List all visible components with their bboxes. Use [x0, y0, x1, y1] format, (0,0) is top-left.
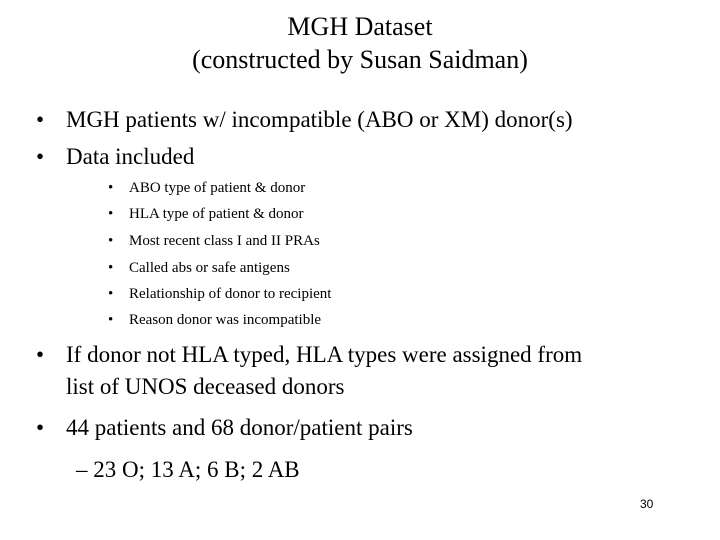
bullet-icon: • [108, 206, 114, 222]
bullet-icon: • [36, 144, 45, 169]
bullet-icon: • [36, 415, 45, 440]
bullet-text: list of UNOS deceased donors [66, 374, 345, 399]
title-line-2: (constructed by Susan Saidman) [192, 45, 528, 74]
bullet-text: Data included [66, 144, 195, 169]
sub-bullet-text: Called abs or safe antigens [129, 260, 290, 276]
bullet-icon: • [36, 107, 45, 132]
sub-bullet-text: Relationship of donor to recipient [129, 286, 332, 302]
bullet-icon: • [108, 180, 114, 196]
bullet-icon: • [108, 233, 114, 249]
sub-bullet-text: HLA type of patient & donor [129, 206, 304, 222]
sub-bullet-text: ABO type of patient & donor [129, 180, 306, 196]
sub-bullet-text: Most recent class I and II PRAs [129, 233, 320, 249]
sub-bullet-text: Reason donor was incompatible [129, 312, 322, 328]
bullet-icon: • [108, 286, 114, 302]
bullet-icon: • [36, 342, 45, 367]
bullet-text: If donor not HLA typed, HLA types were assigned from [66, 342, 583, 367]
bullet-text: MGH patients w/ incompatible (ABO or XM) donor(s) [66, 107, 573, 132]
bullet-icon: • [108, 260, 114, 276]
slide-title [0, 10, 720, 76]
page-number: 30 [640, 497, 654, 511]
bullet-icon: • [108, 312, 114, 328]
bullet-text: 44 patients and 68 donor/patient pairs [66, 415, 413, 440]
title-line-1: MGH Dataset [287, 12, 433, 41]
dash-sub-item: – 23 O; 13 A; 6 B; 2 AB [76, 457, 300, 482]
